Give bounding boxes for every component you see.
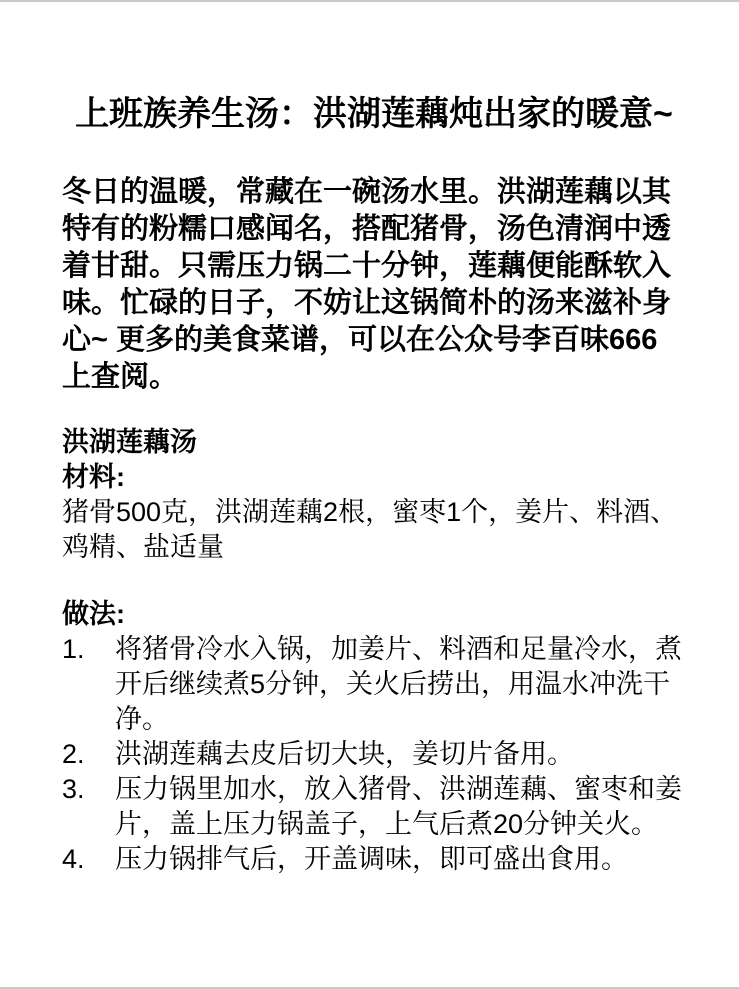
ingredients-label: 材料: <box>62 462 125 492</box>
step-number: 3. <box>62 774 85 804</box>
step-text: 洪湖莲藕去皮后切大块，姜切片备用。 <box>115 739 574 769</box>
step-text: 将猪骨冷水入锅，加姜片、料酒和足量冷水，煮开后继续煮5分钟，关火后捞出，用温水冲洗干净。 <box>115 634 682 734</box>
step-text: 压力锅排气后，开盖调味，即可盛出食用。 <box>115 844 628 874</box>
step-number: 1. <box>62 634 85 664</box>
step-item <box>62 632 686 737</box>
page-title: 上班族养生汤：洪湖莲藕炖出家的暖意~ <box>75 95 673 133</box>
steps-label: 做法: <box>62 599 125 629</box>
step-text: 压力锅里加水，放入猪骨、洪湖莲藕、蜜枣和姜片，盖上压力锅盖子，上气后煮20分钟关火。 <box>115 774 682 839</box>
ingredients-text: 猪骨500克，洪湖莲藕2根，蜜枣1个，姜片、料酒、鸡精、盐适量 <box>62 497 678 562</box>
steps-list <box>62 632 686 877</box>
steps-section <box>62 597 686 877</box>
step-number: 2. <box>62 739 85 769</box>
intro-paragraph: 冬日的温暖，常藏在一碗汤水里。洪湖莲藕以其特有的粉糯口感闻名，搭配猪骨，汤色清润中透着甘甜。只需压力锅二十分钟，莲藕便能酥软入味。忙碌的日子，不妨让这锅简朴的汤来滋补身心~ 更多的美食菜谱，可以在公众号李百味666上查阅。 <box>62 176 672 393</box>
document-content <box>0 94 739 877</box>
step-item <box>62 737 686 772</box>
step-number: 4. <box>62 844 85 874</box>
recipe-name: 洪湖莲藕汤 <box>62 427 197 457</box>
step-item <box>62 772 686 842</box>
step-item <box>62 842 686 877</box>
recipe-section <box>62 425 686 565</box>
